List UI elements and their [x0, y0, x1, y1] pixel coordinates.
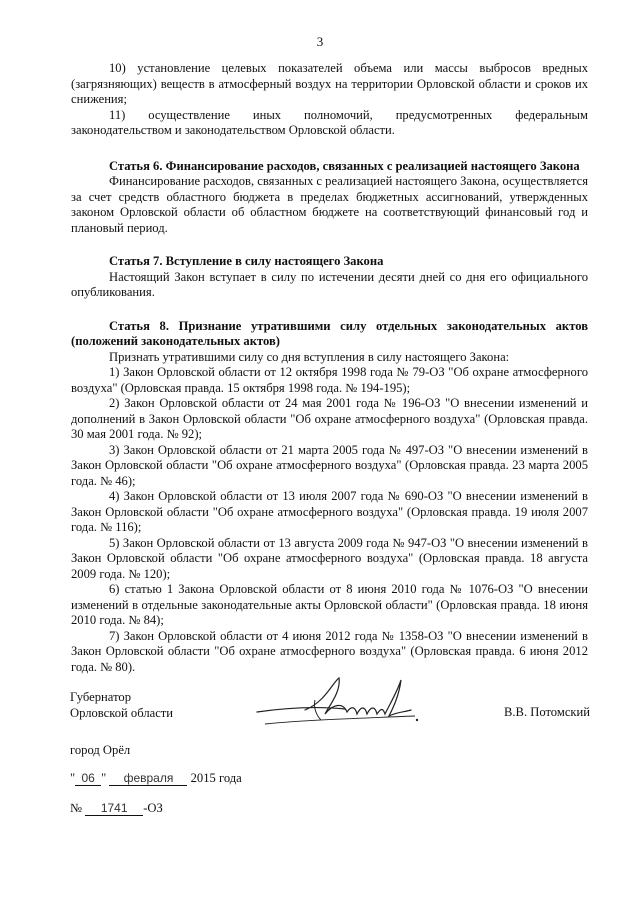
list-item: 6) статью 1 Закона Орловской области от 8 июня 2010 года № 1076-ОЗ "О внесении изменений в отдельные законодательные акты Орловской области" (Орловская правда. 18 июня 2010 года. № 84);: [71, 582, 588, 627]
page-number: 3: [316, 34, 324, 49]
article-7-heading: Статья 7. Вступление в силу настоящего Закона: [109, 254, 384, 268]
signatory-title-line2: Орловской области: [70, 706, 174, 720]
signing-date: [70, 771, 242, 787]
date-close-quote: ": [101, 771, 107, 785]
list-item: 2) Закон Орловской области от 24 мая 2001 года № 196-ОЗ "О внесении изменений и дополнений в Закон Орловской области "Об охране атмосферного воздуха" (Орловская правда. 30 мая 2001 года. № 92);: [71, 396, 588, 441]
date-open-quote: ": [70, 771, 76, 785]
list-item: 10) установление целевых показателей объема или массы выбросов вредных (загрязняющих) веществ в атмосферный воздух на территории Орловской области и сроков их снижения;: [71, 61, 588, 106]
date-month: февраля: [109, 772, 187, 786]
article-6-heading: Статья 6. Финансирование расходов, связанных с реализацией настоящего Закона: [109, 158, 580, 173]
signatory-title: [70, 689, 173, 721]
list-item: 4) Закон Орловской области от 13 июля 2007 года № 690-ОЗ "О внесении изменений в Закон Орловской области "Об охране атмосферного воздуха" (Орловская правда. 19 июля 2007 года. № 116);: [71, 489, 588, 534]
number-suffix: -ОЗ: [143, 801, 163, 815]
article-6-text: Финансирование расходов, связанных с реализацией настоящего Закона, осуществляется за счет средств областного бюджета в пределах бюджетных ассигнований, утвержденных законом Орловской области об областном бюджете на соответствующий финансовый год и плановый период.: [71, 174, 588, 235]
article-7-text: Настоящий Закон вступает в силу по истечении десяти дней со дня его официального опубликования.: [71, 269, 588, 299]
list-item: 3) Закон Орловской области от 21 марта 2005 года № 497-ОЗ "О внесении изменений в Закон Орловской области "Об охране атмосферного воздуха" (Орловская правда. 23 марта 2005 года. № 46);: [71, 442, 588, 488]
date-year: 2015 года: [190, 771, 242, 785]
law-number: [70, 801, 163, 817]
article-8-heading: Статья 8. Признание утратившими силу отдельных законодательных актов (положений законодательных актов): [71, 318, 588, 348]
document-body: [71, 61, 588, 675]
number-value: 1741: [85, 802, 143, 816]
city: город Орёл: [70, 743, 131, 757]
number-prefix: №: [70, 801, 83, 815]
list-item: 1) Закон Орловской области от 12 октября 1998 года № 79-ОЗ "Об охране атмосферного воздуха" (Орловская правда. 15 октября 1998 года. № 194-195);: [71, 365, 588, 395]
signatory-name: В.В. Потомский: [504, 705, 591, 719]
date-day: 06: [75, 772, 101, 786]
signatory-title-line1: Губернатор: [70, 690, 131, 704]
handwritten-signature: [255, 672, 430, 730]
list-item: 11) осуществление иных полномочий, предусмотренных федеральным законодательством и законодательством Орловской области.: [71, 107, 588, 137]
list-item: 5) Закон Орловской области от 13 августа 2009 года № 947-ОЗ "О внесении изменений в Закон Орловской области "Об охране атмосферного воздуха" (Орловская правда. 18 августа 2009 года. № 120);: [71, 535, 588, 581]
list-item: 7) Закон Орловской области от 4 июня 2012 года № 1358-ОЗ "О внесении изменений в Закон Орловской области "Об охране атмосферного воздуха" (Орловская правда. 6 июня 2012 года. № 80).: [71, 628, 588, 674]
article-8-intro: Признать утратившими силу со дня вступления в силу настоящего Закона:: [109, 349, 510, 364]
